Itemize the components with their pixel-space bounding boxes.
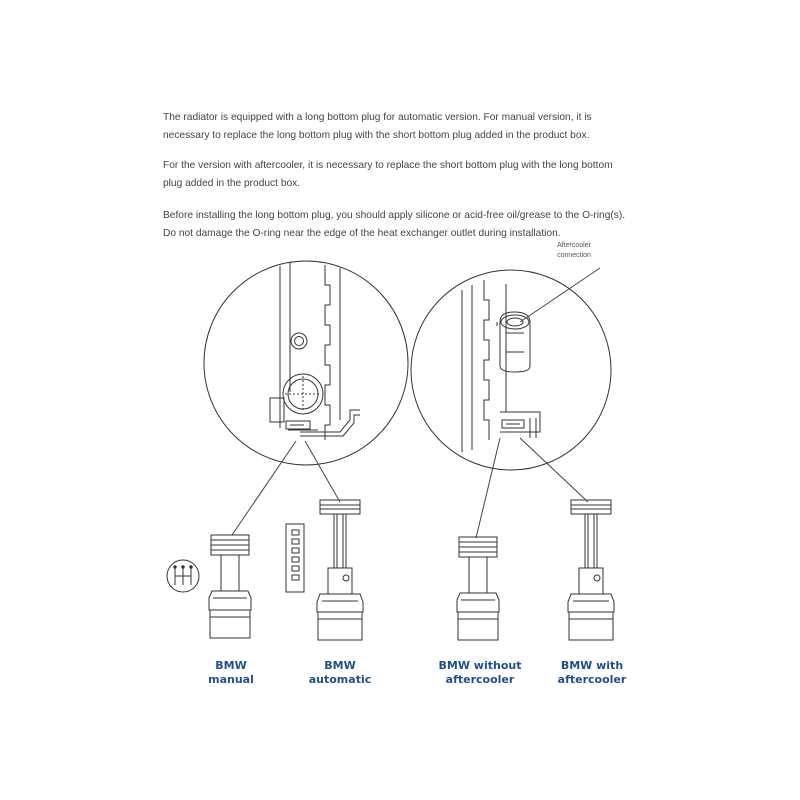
leader-lines	[232, 268, 600, 538]
callout-line-2: connection	[557, 252, 591, 259]
manual-gearbox-icon	[167, 560, 199, 592]
label-line-2: aftercooler	[445, 673, 515, 686]
label-line-1: BMW without	[438, 659, 522, 672]
label-line-2: automatic	[308, 673, 372, 686]
label-line-1: BMW	[215, 659, 247, 672]
paragraph-installation-note: Before installing the long bottom plug, you should apply silicone or acid-free oil/grease to the O-ring(s). Do not damage the O-ring near the edge of the heat exchanger outlet during installation.	[163, 210, 626, 239]
long-plug-automatic	[317, 500, 363, 640]
short-plug-manual	[209, 535, 251, 638]
automatic-gear-selector-icon	[286, 524, 304, 592]
short-plug-without-aftercooler	[457, 537, 499, 640]
long-plug-with-aftercooler	[568, 500, 614, 640]
label-line-1: BMW	[324, 659, 356, 672]
detail-circle-right	[411, 270, 611, 470]
paragraph-plug-replacement: The radiator is equipped with a long bottom plug for automatic version. For manual version, it is necessary to replace the long bottom plug with the short bottom plug added in the product box.	[163, 112, 592, 141]
aftercooler-connection-callout	[536, 241, 612, 261]
label-line-1: BMW with	[560, 659, 624, 672]
callout-line-1: Aftercooler	[557, 242, 591, 249]
label-line-2: manual	[208, 673, 254, 686]
label-bmw-with-aftercooler	[522, 659, 662, 687]
detail-circle-left	[204, 261, 408, 465]
label-line-2: aftercooler	[557, 673, 627, 686]
label-bmw-automatic	[270, 659, 410, 687]
paragraph-aftercooler: For the version with aftercooler, it is necessary to replace the short bottom plug with the long bottom plug added in the product box.	[163, 160, 613, 189]
